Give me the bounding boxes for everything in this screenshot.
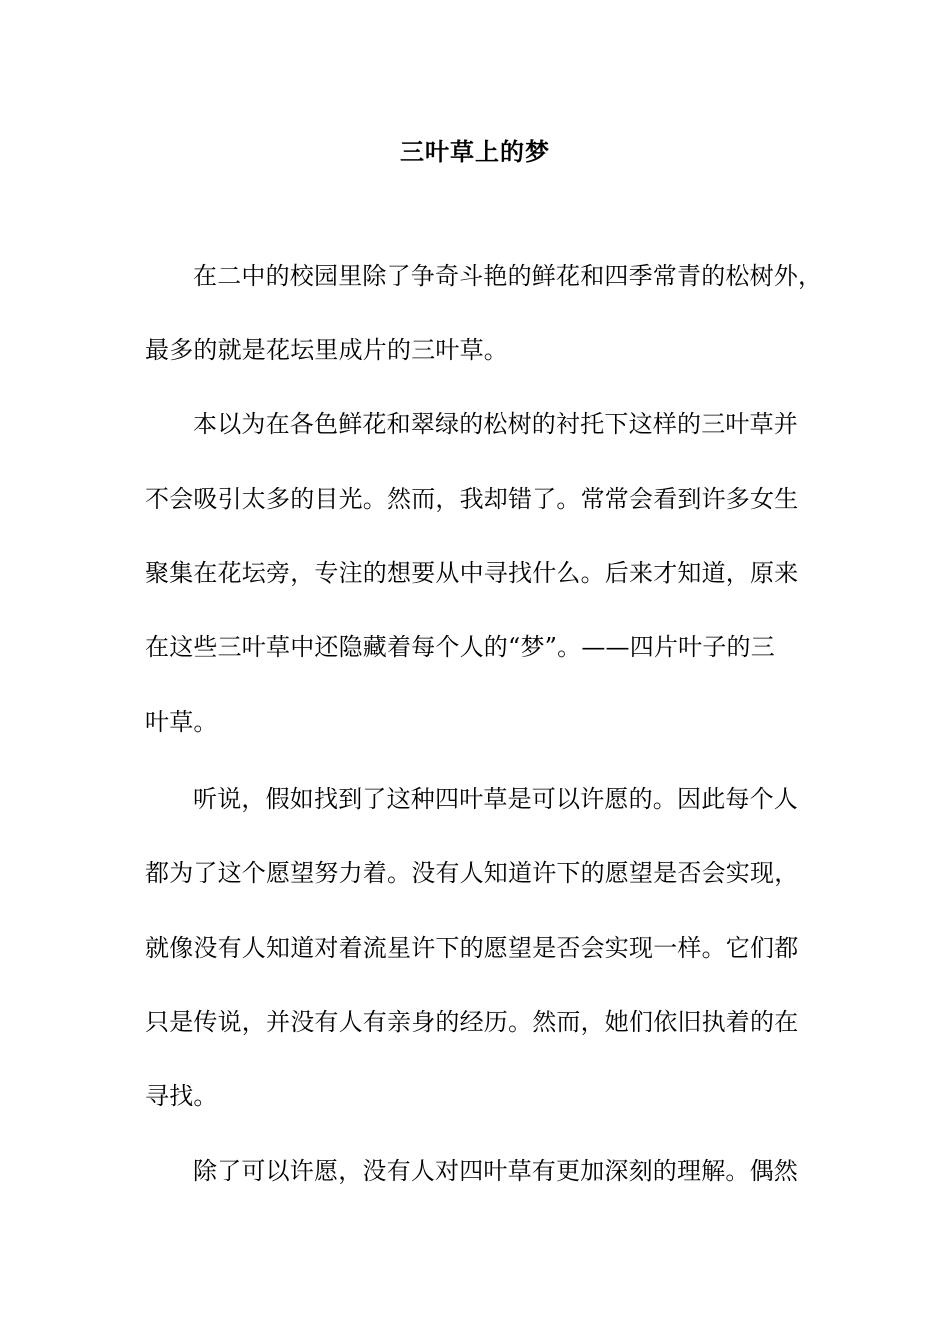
paragraph-3-line-2: 都为了这个愿望努力着。没有人知道许下的愿望是否会实现， [145, 859, 799, 887]
paragraph-1-line-2: 最多的就是花坛里成片的三叶草。 [145, 336, 508, 364]
paragraph-3-line-3: 就像没有人知道对着流星许下的愿望是否会实现一样。它们都 [145, 934, 799, 962]
paragraph-2-line-2: 不会吸引太多的目光。然而，我却错了。常常会看到许多女生 [145, 485, 799, 513]
paragraph-2-line-1: 本以为在各色鲜花和翠绿的松树的衬托下这样的三叶草并 [193, 410, 798, 438]
paragraph-3-line-5: 寻找。 [145, 1082, 218, 1110]
paragraph-2-line-5: 叶草。 [145, 708, 218, 736]
paragraph-4-line-1: 除了可以许愿，没有人对四叶草有更加深刻的理解。偶然 [193, 1157, 798, 1185]
paragraph-2-line-4: 在这些三叶草中还隐藏着每个人的“梦”。——四片叶子的三 [145, 633, 775, 661]
paragraph-1-line-1: 在二中的校园里除了争奇斗艳的鲜花和四季常青的松树外， [193, 262, 823, 290]
paragraph-3-line-1: 听说，假如找到了这种四叶草是可以许愿的。因此每个人 [193, 785, 798, 813]
paragraph-3-line-4: 只是传说，并没有人有亲身的经历。然而，她们依旧执着的在 [145, 1008, 799, 1036]
paragraph-2-line-3: 聚集在花坛旁，专注的想要从中寻找什么。后来才知道，原来 [145, 559, 799, 587]
document-title: 三叶草上的梦 [400, 137, 550, 166]
